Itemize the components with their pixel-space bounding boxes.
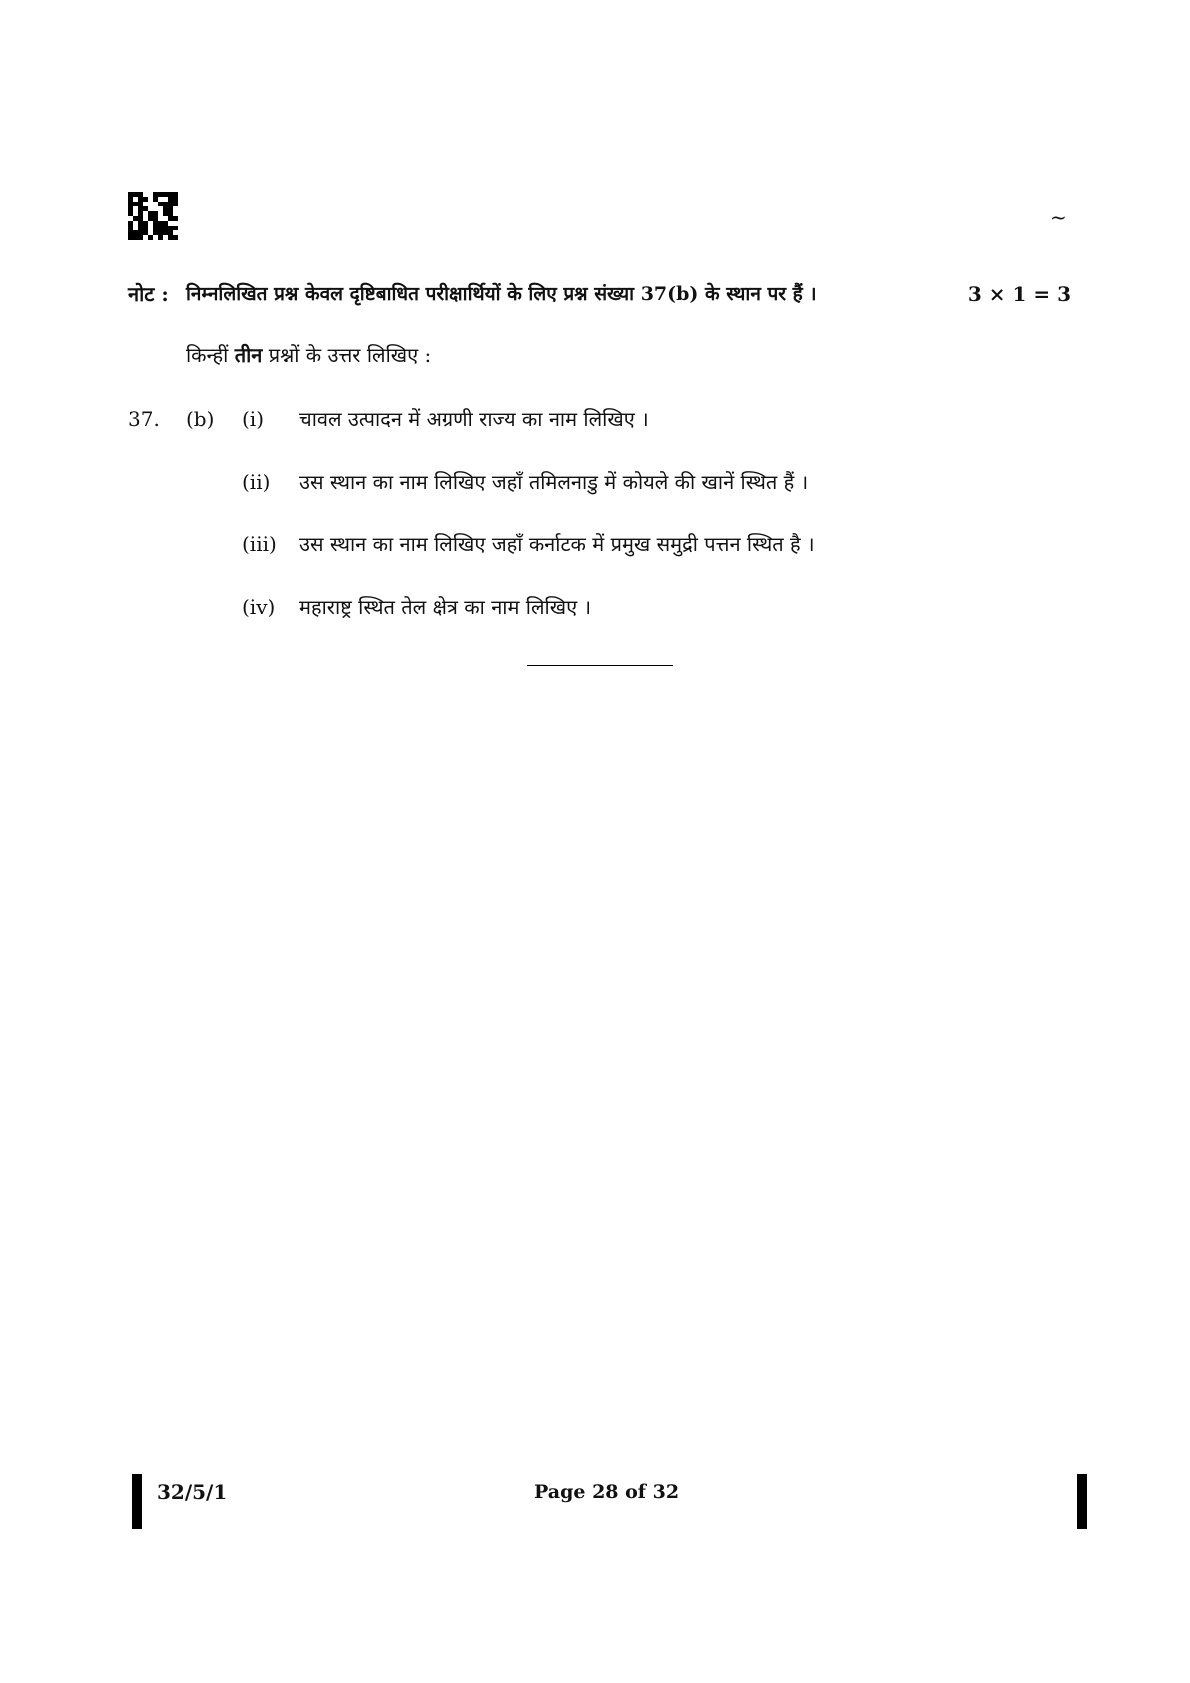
footer-bar-right [1077, 1474, 1087, 1529]
note-label: नोट : [128, 282, 169, 306]
qr-module [173, 235, 178, 240]
note-marks: 3 × 1 = 3 [967, 282, 1071, 306]
instruction [186, 343, 431, 367]
tilde-mark: ~ [1050, 205, 1067, 229]
item-label: (i) [242, 407, 265, 431]
item-label: (iv) [242, 595, 276, 619]
end-divider [527, 665, 673, 666]
item-label: (ii) [242, 470, 271, 494]
instruction-bold: तीन [234, 343, 263, 367]
qr-code [128, 192, 178, 240]
item-text: उस स्थान का नाम लिखिए जहाँ कर्नाटक में प्रमुख समुद्री पत्तन स्थित है । [299, 532, 815, 556]
note-text: निम्नलिखित प्रश्न केवल दृष्टिबाधित परीक्षार्थियों के लिए प्रश्न संख्या 37(b) के स्थान पर हैं । [186, 283, 817, 305]
footer-code: 32/5/1 [157, 1480, 228, 1504]
footer-bar-left [132, 1474, 142, 1529]
footer-page: Page 28 of 32 [534, 1481, 680, 1503]
item-text: चावल उत्पादन में अग्रणी राज्य का नाम लिखिए । [299, 407, 649, 431]
item-text: महाराष्ट्र स्थित तेल क्षेत्र का नाम लिखिए । [299, 595, 592, 619]
question-number: 37. [128, 407, 160, 431]
instruction-pre: किन्हीं [186, 343, 229, 367]
instruction-post: प्रश्नों के उत्तर लिखिए : [268, 343, 432, 367]
item-label: (iii) [242, 532, 277, 556]
item-text: उस स्थान का नाम लिखिए जहाँ तमिलनाडु में कोयले की खानें स्थित हैं । [299, 470, 809, 494]
question-part: (b) [186, 407, 215, 431]
